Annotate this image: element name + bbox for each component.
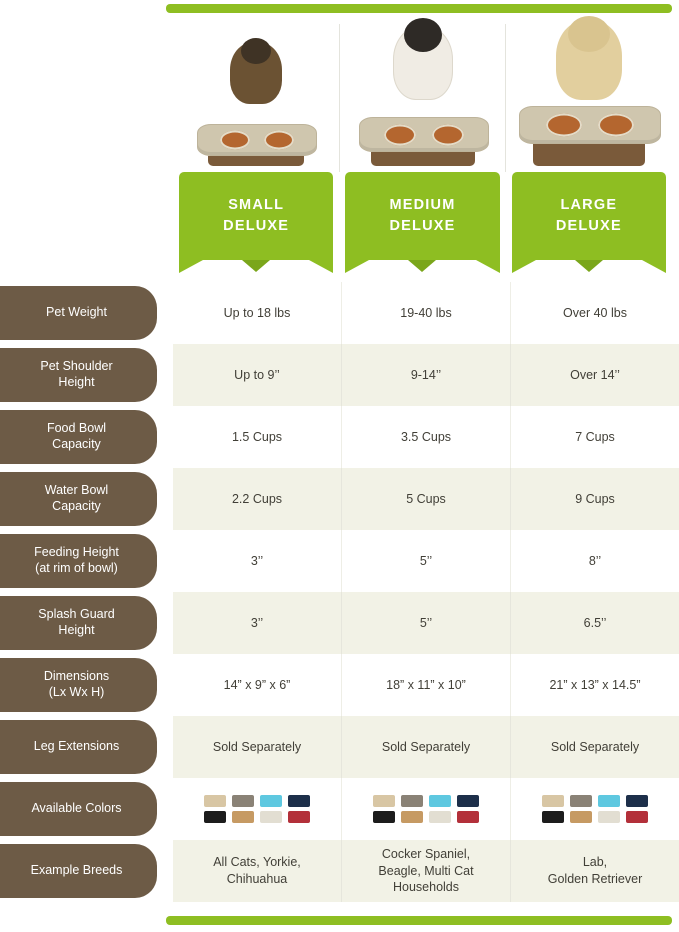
- swatch-black[interactable]: [373, 811, 395, 823]
- swatch-red[interactable]: [288, 811, 310, 823]
- cell-medium: 5 Cups: [341, 468, 510, 530]
- swatch-gray[interactable]: [570, 795, 592, 807]
- cell-small: 14” x 9” x 6”: [223, 677, 291, 692]
- table-row: [0, 344, 679, 406]
- table-row: [0, 716, 679, 778]
- spec-table: [0, 282, 679, 902]
- cell-line2: Chihuahua: [226, 872, 288, 886]
- row-values: [173, 778, 679, 840]
- size-header-medium-name: MEDIUM: [389, 196, 456, 213]
- row-label-cell: [0, 344, 173, 406]
- cell-large: Sold Separately: [510, 716, 679, 778]
- table-row: [0, 592, 679, 654]
- cell-large: Over 14’’: [510, 344, 679, 406]
- cell-small: 3’’: [250, 553, 264, 568]
- swatch-light-blue[interactable]: [260, 795, 282, 807]
- table-row: [0, 778, 679, 840]
- cell-line1: Lab,: [582, 855, 608, 870]
- cell-large: 8’’: [510, 530, 679, 592]
- color-swatches-small: [204, 795, 310, 823]
- swatch-copper[interactable]: [401, 811, 423, 823]
- row-label-pet-shoulder-height: [0, 348, 157, 402]
- row-label-example-breeds: Example Breeds: [0, 844, 157, 898]
- row-label-feeding-height: [0, 534, 157, 588]
- table-row: [0, 282, 679, 344]
- row-label-cell: [0, 468, 173, 530]
- size-header-large[interactable]: [506, 172, 672, 282]
- size-header-small[interactable]: [173, 172, 339, 282]
- cell-line3: Households: [392, 880, 459, 895]
- cell-small: 2.2 Cups: [173, 468, 341, 530]
- row-label-line2: Capacity: [52, 499, 101, 513]
- row-label-pet-weight: Pet Weight: [0, 286, 157, 340]
- dog-head-small-icon: [241, 38, 271, 64]
- cell-medium: 5’’: [341, 592, 510, 654]
- cell-large: 6.5’’: [510, 592, 679, 654]
- row-label-cell: [0, 282, 173, 344]
- banner-tail-left: [179, 260, 203, 273]
- swatch-gray[interactable]: [232, 795, 254, 807]
- product-image-medium: [339, 24, 506, 172]
- cell-medium: 9-14’’: [341, 344, 510, 406]
- banner-tail-right: [642, 260, 666, 273]
- table-row: [0, 840, 679, 902]
- row-label-water-bowl-capacity: [0, 472, 157, 526]
- row-label-line2: Height: [58, 375, 95, 389]
- row-label-cell: [0, 716, 173, 778]
- row-values: [173, 592, 679, 654]
- cell-line2: Golden Retriever: [547, 872, 643, 886]
- row-label-cell: [0, 592, 173, 654]
- banner-notch: [575, 260, 603, 272]
- cell-line2: Beagle, Multi Cat: [378, 863, 474, 878]
- cell-line1: All Cats, Yorkie,: [213, 855, 301, 870]
- cell-medium: 5’’: [341, 530, 510, 592]
- size-header-row: [173, 172, 672, 282]
- size-header-medium-sub: DELUXE: [389, 218, 456, 234]
- banner-notch: [408, 260, 436, 272]
- swatch-navy[interactable]: [457, 795, 479, 807]
- top-divider-rule: [166, 4, 672, 13]
- cell-medium: 19-40 lbs: [341, 282, 510, 344]
- row-label-line1: Feeding Height: [34, 545, 119, 560]
- row-label-cell: [0, 840, 173, 902]
- row-label-cell: [0, 530, 173, 592]
- row-label-line2: (at rim of bowl): [35, 561, 118, 575]
- cell-large: 9 Cups: [510, 468, 679, 530]
- cell-small: 3’’: [173, 592, 341, 654]
- size-header-large-sub: DELUXE: [555, 218, 622, 234]
- swatch-light-blue[interactable]: [598, 795, 620, 807]
- row-values: [173, 716, 679, 778]
- row-values: [173, 654, 679, 716]
- row-label-line1: Water Bowl: [44, 483, 109, 498]
- table-row: [0, 406, 679, 468]
- swatch-black[interactable]: [542, 811, 564, 823]
- swatch-gray[interactable]: [401, 795, 423, 807]
- row-values: [173, 282, 679, 344]
- row-values: [173, 840, 679, 902]
- bottom-divider-rule: [166, 916, 672, 925]
- swatch-cream[interactable]: [598, 811, 620, 823]
- cell-large: Over 40 lbs: [510, 282, 679, 344]
- cell-small: [173, 778, 341, 840]
- swatch-tan[interactable]: [373, 795, 395, 807]
- color-swatches-large: [542, 795, 648, 823]
- banner-tail-right: [476, 260, 500, 273]
- banner-tail-left: [345, 260, 369, 273]
- product-image-small: [173, 24, 339, 172]
- row-label-food-bowl-capacity: [0, 410, 157, 464]
- size-header-large-name: LARGE: [560, 196, 618, 213]
- row-label-line1: Dimensions: [43, 669, 110, 684]
- feeder-large-icon: [519, 106, 659, 166]
- size-header-medium[interactable]: [339, 172, 505, 282]
- row-label-line2: Capacity: [52, 437, 101, 451]
- dog-head-medium-icon: [404, 18, 442, 52]
- row-values: [173, 344, 679, 406]
- row-label-line1: Pet Shoulder: [40, 359, 113, 374]
- row-label-line1: Splash Guard: [38, 607, 115, 622]
- row-label-leg-extensions: Leg Extensions: [0, 720, 157, 774]
- product-image-large: [505, 24, 672, 172]
- cell-small: Up to 9’’: [173, 344, 341, 406]
- swatch-tan[interactable]: [542, 795, 564, 807]
- cell-medium: [341, 778, 510, 840]
- cell-small: 1.5 Cups: [231, 429, 283, 444]
- feeder-medium-icon: [359, 117, 487, 166]
- cell-medium: 3.5 Cups: [341, 406, 510, 468]
- swatch-red[interactable]: [457, 811, 479, 823]
- cell-large: 7 Cups: [510, 406, 679, 468]
- table-row: [0, 530, 679, 592]
- row-label-cell: [0, 654, 173, 716]
- row-label-available-colors: Available Colors: [0, 782, 157, 836]
- swatch-cream[interactable]: [260, 811, 282, 823]
- cell-line1: Cocker Spaniel,: [381, 846, 471, 861]
- swatch-copper[interactable]: [570, 811, 592, 823]
- row-label-dimensions: [0, 658, 157, 712]
- cell-small: Up to 18 lbs: [223, 305, 291, 320]
- banner-tail-left: [512, 260, 536, 273]
- banner-notch: [242, 260, 270, 272]
- table-row: [0, 654, 679, 716]
- swatch-red[interactable]: [626, 811, 648, 823]
- row-label-line2: Height: [58, 623, 95, 637]
- cell-large: 21” x 13” x 14.5”: [510, 654, 679, 716]
- swatch-copper[interactable]: [232, 811, 254, 823]
- size-header-small-sub: DELUXE: [223, 218, 290, 234]
- dog-head-large-icon: [568, 16, 610, 52]
- swatch-navy[interactable]: [288, 795, 310, 807]
- cell-medium: 18” x 11” x 10”: [341, 654, 510, 716]
- swatch-tan[interactable]: [204, 795, 226, 807]
- swatch-navy[interactable]: [626, 795, 648, 807]
- color-swatches-medium: [373, 795, 479, 823]
- row-values: [173, 406, 679, 468]
- cell-large: [510, 778, 679, 840]
- cell-small: [173, 840, 341, 902]
- product-image-row: [173, 24, 672, 172]
- table-row: [0, 468, 679, 530]
- row-values: [173, 468, 679, 530]
- swatch-light-blue[interactable]: [429, 795, 451, 807]
- row-label-splash-guard-height: [0, 596, 157, 650]
- swatch-cream[interactable]: [429, 811, 451, 823]
- row-values: [173, 530, 679, 592]
- row-label-line1: Food Bowl: [46, 421, 107, 436]
- cell-medium: Sold Separately: [341, 716, 510, 778]
- banner-tail-right: [309, 260, 333, 273]
- row-label-cell: [0, 406, 173, 468]
- row-label-line2: (Lx Wx H): [48, 685, 105, 699]
- swatch-black[interactable]: [204, 811, 226, 823]
- cell-medium: [341, 840, 510, 902]
- size-header-small-name: SMALL: [228, 196, 285, 213]
- feeder-small-icon: [197, 124, 315, 166]
- cell-large: [510, 840, 679, 902]
- row-label-cell: [0, 778, 173, 840]
- cell-small: Sold Separately: [173, 716, 341, 778]
